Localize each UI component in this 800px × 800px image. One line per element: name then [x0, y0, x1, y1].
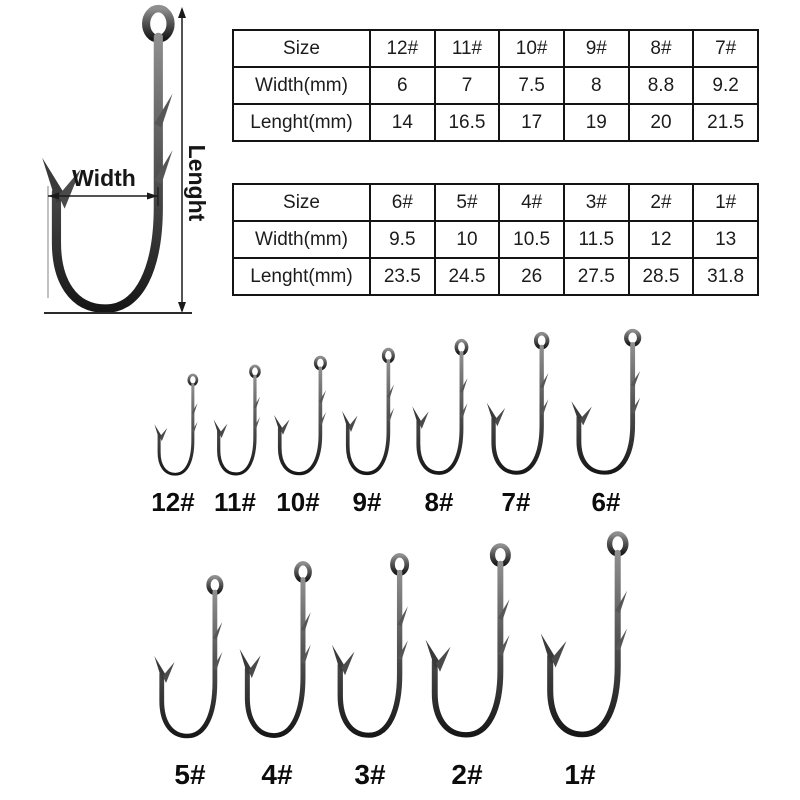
table-cell: 26 — [499, 258, 564, 295]
hook-image-3 fishhook-icon — [326, 552, 421, 742]
hook-size-label-10: 10# — [276, 487, 320, 517]
table-cell: 2# — [629, 184, 694, 221]
table-cell: 31.8 — [693, 258, 758, 295]
hook-size-label-5: 5# — [174, 759, 206, 790]
table-row — [233, 258, 758, 295]
hook-size-label-7: 7# — [501, 487, 531, 517]
length-arrowhead-bottom-icon — [178, 302, 186, 313]
hook-image-10 fishhook-icon — [270, 355, 335, 478]
table-cell: 7# — [693, 30, 758, 67]
hook-image-1 fishhook-icon — [534, 530, 642, 742]
table-cell: 24.5 — [435, 258, 500, 295]
table-cell: 10 — [435, 221, 500, 258]
hook-size-label-8: 8# — [424, 487, 454, 517]
table-row — [233, 67, 758, 104]
hook-size-label-11: 11# — [214, 487, 256, 517]
hook-image-4 fishhook-icon — [234, 560, 323, 742]
table-cell: 9.5 — [370, 221, 435, 258]
table-cell: 11.5 — [564, 221, 629, 258]
row-header: Lenght(mm) — [233, 258, 370, 295]
table-cell: 13 — [693, 221, 758, 258]
hook-image-7 fishhook-icon — [482, 331, 559, 478]
table-cell: 10.5 — [499, 221, 564, 258]
table-cell: 4# — [499, 184, 564, 221]
width-dimension-label: Width — [72, 165, 136, 191]
table-cell: 12 — [629, 221, 694, 258]
hook-size-label-4: 4# — [261, 759, 293, 790]
hook-image-6 fishhook-icon — [566, 328, 652, 478]
table-cell: 10# — [499, 30, 564, 67]
width-arrowhead-left-icon — [48, 193, 59, 200]
row-header: Width(mm) — [233, 67, 370, 104]
table-cell: 16.5 — [435, 104, 500, 141]
length-arrowhead-top-icon — [178, 7, 186, 18]
table-cell: 8# — [629, 30, 694, 67]
table-row — [233, 104, 758, 141]
table-cell: 8.8 — [629, 67, 694, 104]
hook-image-9 fishhook-icon — [338, 347, 403, 478]
width-arrowhead-right-icon — [147, 193, 158, 200]
table-cell: 7.5 — [499, 67, 564, 104]
table-cell: 8 — [564, 67, 629, 104]
table-cell: 9# — [564, 30, 629, 67]
hook-image-8 fishhook-icon — [408, 338, 477, 478]
table-cell: 1# — [693, 184, 758, 221]
table-cell: 19 — [564, 104, 629, 141]
table-row — [233, 184, 758, 221]
table-cell: 7 — [435, 67, 500, 104]
row-header: Size — [233, 30, 370, 67]
table-cell: 3# — [564, 184, 629, 221]
table-cell: 21.5 — [693, 104, 758, 141]
hook-image-5 fishhook-icon — [149, 574, 234, 742]
table-cell: 5# — [435, 184, 500, 221]
table-row — [233, 30, 758, 67]
hook-size-label-9: 9# — [352, 487, 382, 517]
length-dimension-label: Lenght — [184, 144, 210, 222]
hook-image-12 fishhook-icon — [151, 373, 205, 478]
table-cell: 6# — [370, 184, 435, 221]
spec-table-small-sizes — [232, 29, 759, 142]
table-row — [233, 221, 758, 258]
row-header: Lenght(mm) — [233, 104, 370, 141]
table-cell: 28.5 — [629, 258, 694, 295]
hook-size-label-6: 6# — [591, 487, 621, 517]
hook-image-2 fishhook-icon — [419, 542, 524, 742]
row-header: Width(mm) — [233, 221, 370, 258]
spec-table-large-sizes — [232, 183, 759, 296]
hook-size-label-12: 12# — [151, 487, 195, 517]
table-cell: 27.5 — [564, 258, 629, 295]
hook-size-label-3: 3# — [354, 759, 386, 790]
row-header: Size — [233, 184, 370, 221]
table-cell: 11# — [435, 30, 500, 67]
table-cell: 12# — [370, 30, 435, 67]
table-cell: 6 — [370, 67, 435, 104]
hook-image-11 fishhook-icon — [210, 364, 268, 478]
table-cell: 17 — [499, 104, 564, 141]
table-cell: 14 — [370, 104, 435, 141]
hook-size-label-2: 2# — [451, 759, 483, 790]
table-cell: 20 — [629, 104, 694, 141]
table-cell: 23.5 — [370, 258, 435, 295]
table-cell: 9.2 — [693, 67, 758, 104]
hook-size-label-1: 1# — [564, 759, 596, 790]
